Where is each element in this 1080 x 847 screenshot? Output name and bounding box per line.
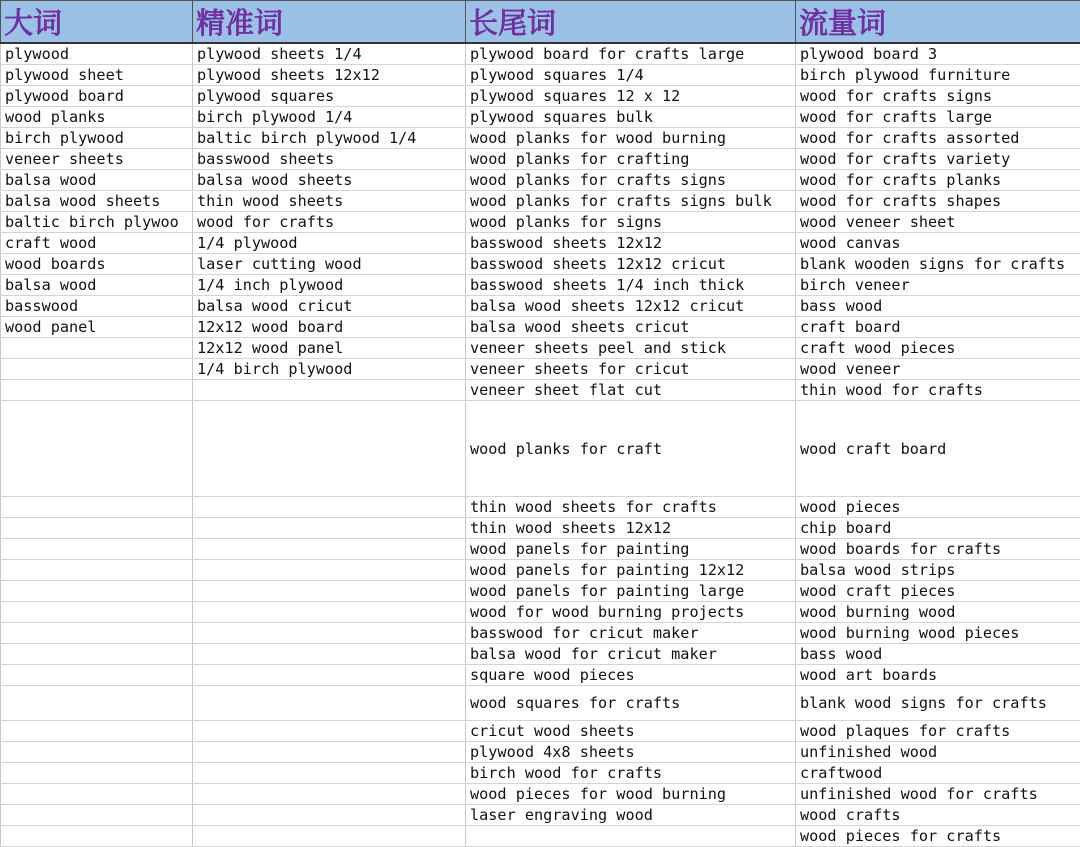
table-row	[1, 686, 1080, 721]
table-cell[interactable]: plywood 4x8 sheets	[466, 742, 796, 763]
table-cell[interactable]: wood for wood burning projects	[466, 602, 796, 623]
table-cell[interactable]: bass wood	[796, 644, 1080, 665]
table-row	[1, 170, 1080, 191]
table-cell[interactable]	[1, 518, 193, 539]
table-cell[interactable]	[1, 784, 193, 805]
table-cell[interactable]: baltic birch plywood 1/4	[193, 128, 466, 149]
table-cell[interactable]: wood planks for crafting	[466, 149, 796, 170]
sheet-body	[1, 43, 1080, 847]
table-cell[interactable]: wood craft pieces	[796, 581, 1080, 602]
table-cell[interactable]: birch plywood 1/4	[193, 107, 466, 128]
table-cell[interactable]: wood art boards	[796, 665, 1080, 686]
table-cell[interactable]: laser cutting wood	[193, 254, 466, 275]
header-cell-longtail-keywords[interactable]: 长尾词	[466, 1, 796, 44]
table-cell[interactable]: wood planks for wood burning	[466, 128, 796, 149]
table-cell[interactable]	[1, 763, 193, 784]
table-row	[1, 317, 1080, 338]
table-row	[1, 784, 1080, 805]
table-cell[interactable]	[1, 665, 193, 686]
table-cell[interactable]: wood for crafts large	[796, 107, 1080, 128]
table-cell[interactable]	[193, 497, 466, 518]
table-row	[1, 43, 1080, 65]
table-cell[interactable]	[193, 644, 466, 665]
table-row	[1, 359, 1080, 380]
table-cell[interactable]	[193, 763, 466, 784]
table-cell[interactable]: basswood sheets	[193, 149, 466, 170]
table-cell[interactable]: wood squares for crafts	[466, 686, 796, 721]
table-row	[1, 826, 1080, 847]
table-cell[interactable]: plywood board 3	[796, 43, 1080, 65]
table-cell[interactable]	[193, 539, 466, 560]
table-cell[interactable]: plywood squares 12 x 12	[466, 86, 796, 107]
table-cell[interactable]: 12x12 wood board	[193, 317, 466, 338]
table-cell[interactable]: plywood board for crafts large	[466, 43, 796, 65]
table-row	[1, 380, 1080, 401]
table-cell[interactable]: wood for crafts assorted	[796, 128, 1080, 149]
table-row	[1, 581, 1080, 602]
table-cell[interactable]	[1, 497, 193, 518]
table-cell[interactable]	[1, 721, 193, 742]
table-cell[interactable]: basswood sheets 1/4 inch thick	[466, 275, 796, 296]
table-cell[interactable]: wood for crafts variety	[796, 149, 1080, 170]
table-cell[interactable]	[193, 805, 466, 826]
table-cell[interactable]: 12x12 wood panel	[193, 338, 466, 359]
table-cell[interactable]: thin wood for crafts	[796, 380, 1080, 401]
table-cell[interactable]: wood pieces	[796, 497, 1080, 518]
table-row	[1, 296, 1080, 317]
table-cell[interactable]: wood craft board	[796, 401, 1080, 497]
header-cell-big-keywords[interactable]: 大词	[1, 1, 193, 44]
table-row	[1, 338, 1080, 359]
table-cell[interactable]: unfinished wood for crafts	[796, 784, 1080, 805]
table-row	[1, 149, 1080, 170]
table-cell[interactable]	[1, 380, 193, 401]
table-cell[interactable]: wood for crafts	[193, 212, 466, 233]
table-row	[1, 275, 1080, 296]
table-cell[interactable]	[193, 665, 466, 686]
table-cell[interactable]	[193, 623, 466, 644]
table-cell[interactable]	[1, 560, 193, 581]
table-row	[1, 212, 1080, 233]
table-row	[1, 233, 1080, 254]
table-cell[interactable]	[1, 338, 193, 359]
header-cell-precise-keywords[interactable]: 精准词	[193, 1, 466, 44]
table-cell[interactable]: wood planks for crafts signs bulk	[466, 191, 796, 212]
table-cell[interactable]: veneer sheets	[1, 149, 193, 170]
table-cell[interactable]: cricut wood sheets	[466, 721, 796, 742]
table-cell[interactable]: wood pieces for wood burning	[466, 784, 796, 805]
table-cell[interactable]: chip board	[796, 518, 1080, 539]
table-cell[interactable]: wood canvas	[796, 233, 1080, 254]
table-cell[interactable]: wood panels for painting 12x12	[466, 560, 796, 581]
table-cell[interactable]: balsa wood sheets 12x12 cricut	[466, 296, 796, 317]
table-row	[1, 644, 1080, 665]
table-cell[interactable]: wood panel	[1, 317, 193, 338]
table-cell[interactable]: birch veneer	[796, 275, 1080, 296]
table-cell[interactable]: plywood	[1, 43, 193, 65]
table-cell[interactable]	[193, 784, 466, 805]
table-row	[1, 518, 1080, 539]
table-cell[interactable]	[193, 721, 466, 742]
table-cell[interactable]	[1, 623, 193, 644]
table-cell[interactable]: plywood squares bulk	[466, 107, 796, 128]
table-cell[interactable]: veneer sheets for cricut	[466, 359, 796, 380]
header-row	[1, 1, 1080, 44]
table-cell[interactable]: basswood sheets 12x12 cricut	[466, 254, 796, 275]
table-cell[interactable]: wood plaques for crafts	[796, 721, 1080, 742]
table-cell[interactable]: plywood board	[1, 86, 193, 107]
table-row	[1, 401, 1080, 497]
table-cell[interactable]: basswood	[1, 296, 193, 317]
table-cell[interactable]: balsa wood strips	[796, 560, 1080, 581]
table-cell[interactable]: wood crafts	[796, 805, 1080, 826]
table-cell[interactable]: basswood sheets 12x12	[466, 233, 796, 254]
table-row	[1, 560, 1080, 581]
table-cell[interactable]	[193, 826, 466, 847]
table-cell[interactable]: birch plywood	[1, 128, 193, 149]
table-cell[interactable]	[1, 602, 193, 623]
table-cell[interactable]	[466, 826, 796, 847]
table-cell[interactable]: thin wood sheets for crafts	[466, 497, 796, 518]
table-cell[interactable]	[193, 518, 466, 539]
table-row	[1, 254, 1080, 275]
table-cell[interactable]: wood planks for crafts signs	[466, 170, 796, 191]
header-cell-traffic-keywords[interactable]: 流量词	[796, 1, 1080, 44]
table-cell[interactable]: wood panels for painting large	[466, 581, 796, 602]
table-cell[interactable]: wood planks	[1, 107, 193, 128]
table-cell[interactable]	[193, 742, 466, 763]
table-cell[interactable]	[1, 805, 193, 826]
table-cell[interactable]	[193, 686, 466, 721]
table-cell[interactable]	[1, 401, 193, 497]
table-cell[interactable]	[1, 742, 193, 763]
table-cell[interactable]: blank wooden signs for crafts	[796, 254, 1080, 275]
table-row	[1, 497, 1080, 518]
table-cell[interactable]	[1, 581, 193, 602]
table-cell[interactable]: craftwood	[796, 763, 1080, 784]
table-cell[interactable]	[193, 560, 466, 581]
table-cell[interactable]: wood for crafts shapes	[796, 191, 1080, 212]
table-row	[1, 742, 1080, 763]
table-cell[interactable]: wood boards	[1, 254, 193, 275]
table-cell[interactable]: craft wood pieces	[796, 338, 1080, 359]
table-cell[interactable]: 1/4 plywood	[193, 233, 466, 254]
table-cell[interactable]	[193, 380, 466, 401]
table-cell[interactable]: wood boards for crafts	[796, 539, 1080, 560]
table-cell[interactable]: plywood sheets 1/4	[193, 43, 466, 65]
table-cell[interactable]: basswood for cricut maker	[466, 623, 796, 644]
table-cell[interactable]: plywood sheets 12x12	[193, 65, 466, 86]
table-cell[interactable]: square wood pieces	[466, 665, 796, 686]
table-cell[interactable]	[193, 602, 466, 623]
table-row	[1, 86, 1080, 107]
table-cell[interactable]: laser engraving wood	[466, 805, 796, 826]
table-cell[interactable]	[193, 401, 466, 497]
table-cell[interactable]: craft wood	[1, 233, 193, 254]
table-cell[interactable]: wood veneer sheet	[796, 212, 1080, 233]
table-row	[1, 191, 1080, 212]
table-cell[interactable]	[1, 686, 193, 721]
table-cell[interactable]: wood for crafts signs	[796, 86, 1080, 107]
table-cell[interactable]: balsa wood for cricut maker	[466, 644, 796, 665]
table-cell[interactable]: wood for crafts planks	[796, 170, 1080, 191]
table-cell[interactable]: blank wood signs for crafts	[796, 686, 1080, 721]
table-cell[interactable]: balsa wood sheets	[1, 191, 193, 212]
table-cell[interactable]: balsa wood sheets cricut	[466, 317, 796, 338]
table-row	[1, 763, 1080, 784]
table-cell[interactable]: veneer sheet flat cut	[466, 380, 796, 401]
table-cell[interactable]: wood planks for signs	[466, 212, 796, 233]
table-cell[interactable]: veneer sheets peel and stick	[466, 338, 796, 359]
table-row	[1, 65, 1080, 86]
table-cell[interactable]: plywood squares 1/4	[466, 65, 796, 86]
table-row	[1, 665, 1080, 686]
table-cell[interactable]: plywood sheet	[1, 65, 193, 86]
table-row	[1, 602, 1080, 623]
table-cell[interactable]: birch wood for crafts	[466, 763, 796, 784]
table-row	[1, 539, 1080, 560]
table-cell[interactable]: unfinished wood	[796, 742, 1080, 763]
table-row	[1, 107, 1080, 128]
table-cell[interactable]: 1/4 birch plywood	[193, 359, 466, 380]
table-cell[interactable]: bass wood	[796, 296, 1080, 317]
table-cell[interactable]: thin wood sheets 12x12	[466, 518, 796, 539]
table-cell[interactable]: wood burning wood	[796, 602, 1080, 623]
table-cell[interactable]: balsa wood sheets	[193, 170, 466, 191]
table-row	[1, 623, 1080, 644]
table-cell[interactable]: wood veneer	[796, 359, 1080, 380]
table-cell[interactable]	[193, 581, 466, 602]
table-cell[interactable]: wood panels for painting	[466, 539, 796, 560]
table-cell[interactable]: thin wood sheets	[193, 191, 466, 212]
table-cell[interactable]: wood planks for craft	[466, 401, 796, 497]
table-cell[interactable]: plywood squares	[193, 86, 466, 107]
table-row	[1, 805, 1080, 826]
table-cell[interactable]: craft board	[796, 317, 1080, 338]
table-cell[interactable]	[1, 826, 193, 847]
table-cell[interactable]: wood pieces for crafts	[796, 826, 1080, 847]
table-cell[interactable]	[1, 644, 193, 665]
table-cell[interactable]: birch plywood furniture	[796, 65, 1080, 86]
table-row	[1, 721, 1080, 742]
table-cell[interactable]: balsa wood cricut	[193, 296, 466, 317]
table-cell[interactable]: 1/4 inch plywood	[193, 275, 466, 296]
table-cell[interactable]: balsa wood	[1, 275, 193, 296]
table-cell[interactable]	[1, 539, 193, 560]
table-cell[interactable]: baltic birch plywoo	[1, 212, 193, 233]
table-cell[interactable]	[1, 359, 193, 380]
table-row	[1, 128, 1080, 149]
table-cell[interactable]: wood burning wood pieces	[796, 623, 1080, 644]
table-cell[interactable]: balsa wood	[1, 170, 193, 191]
